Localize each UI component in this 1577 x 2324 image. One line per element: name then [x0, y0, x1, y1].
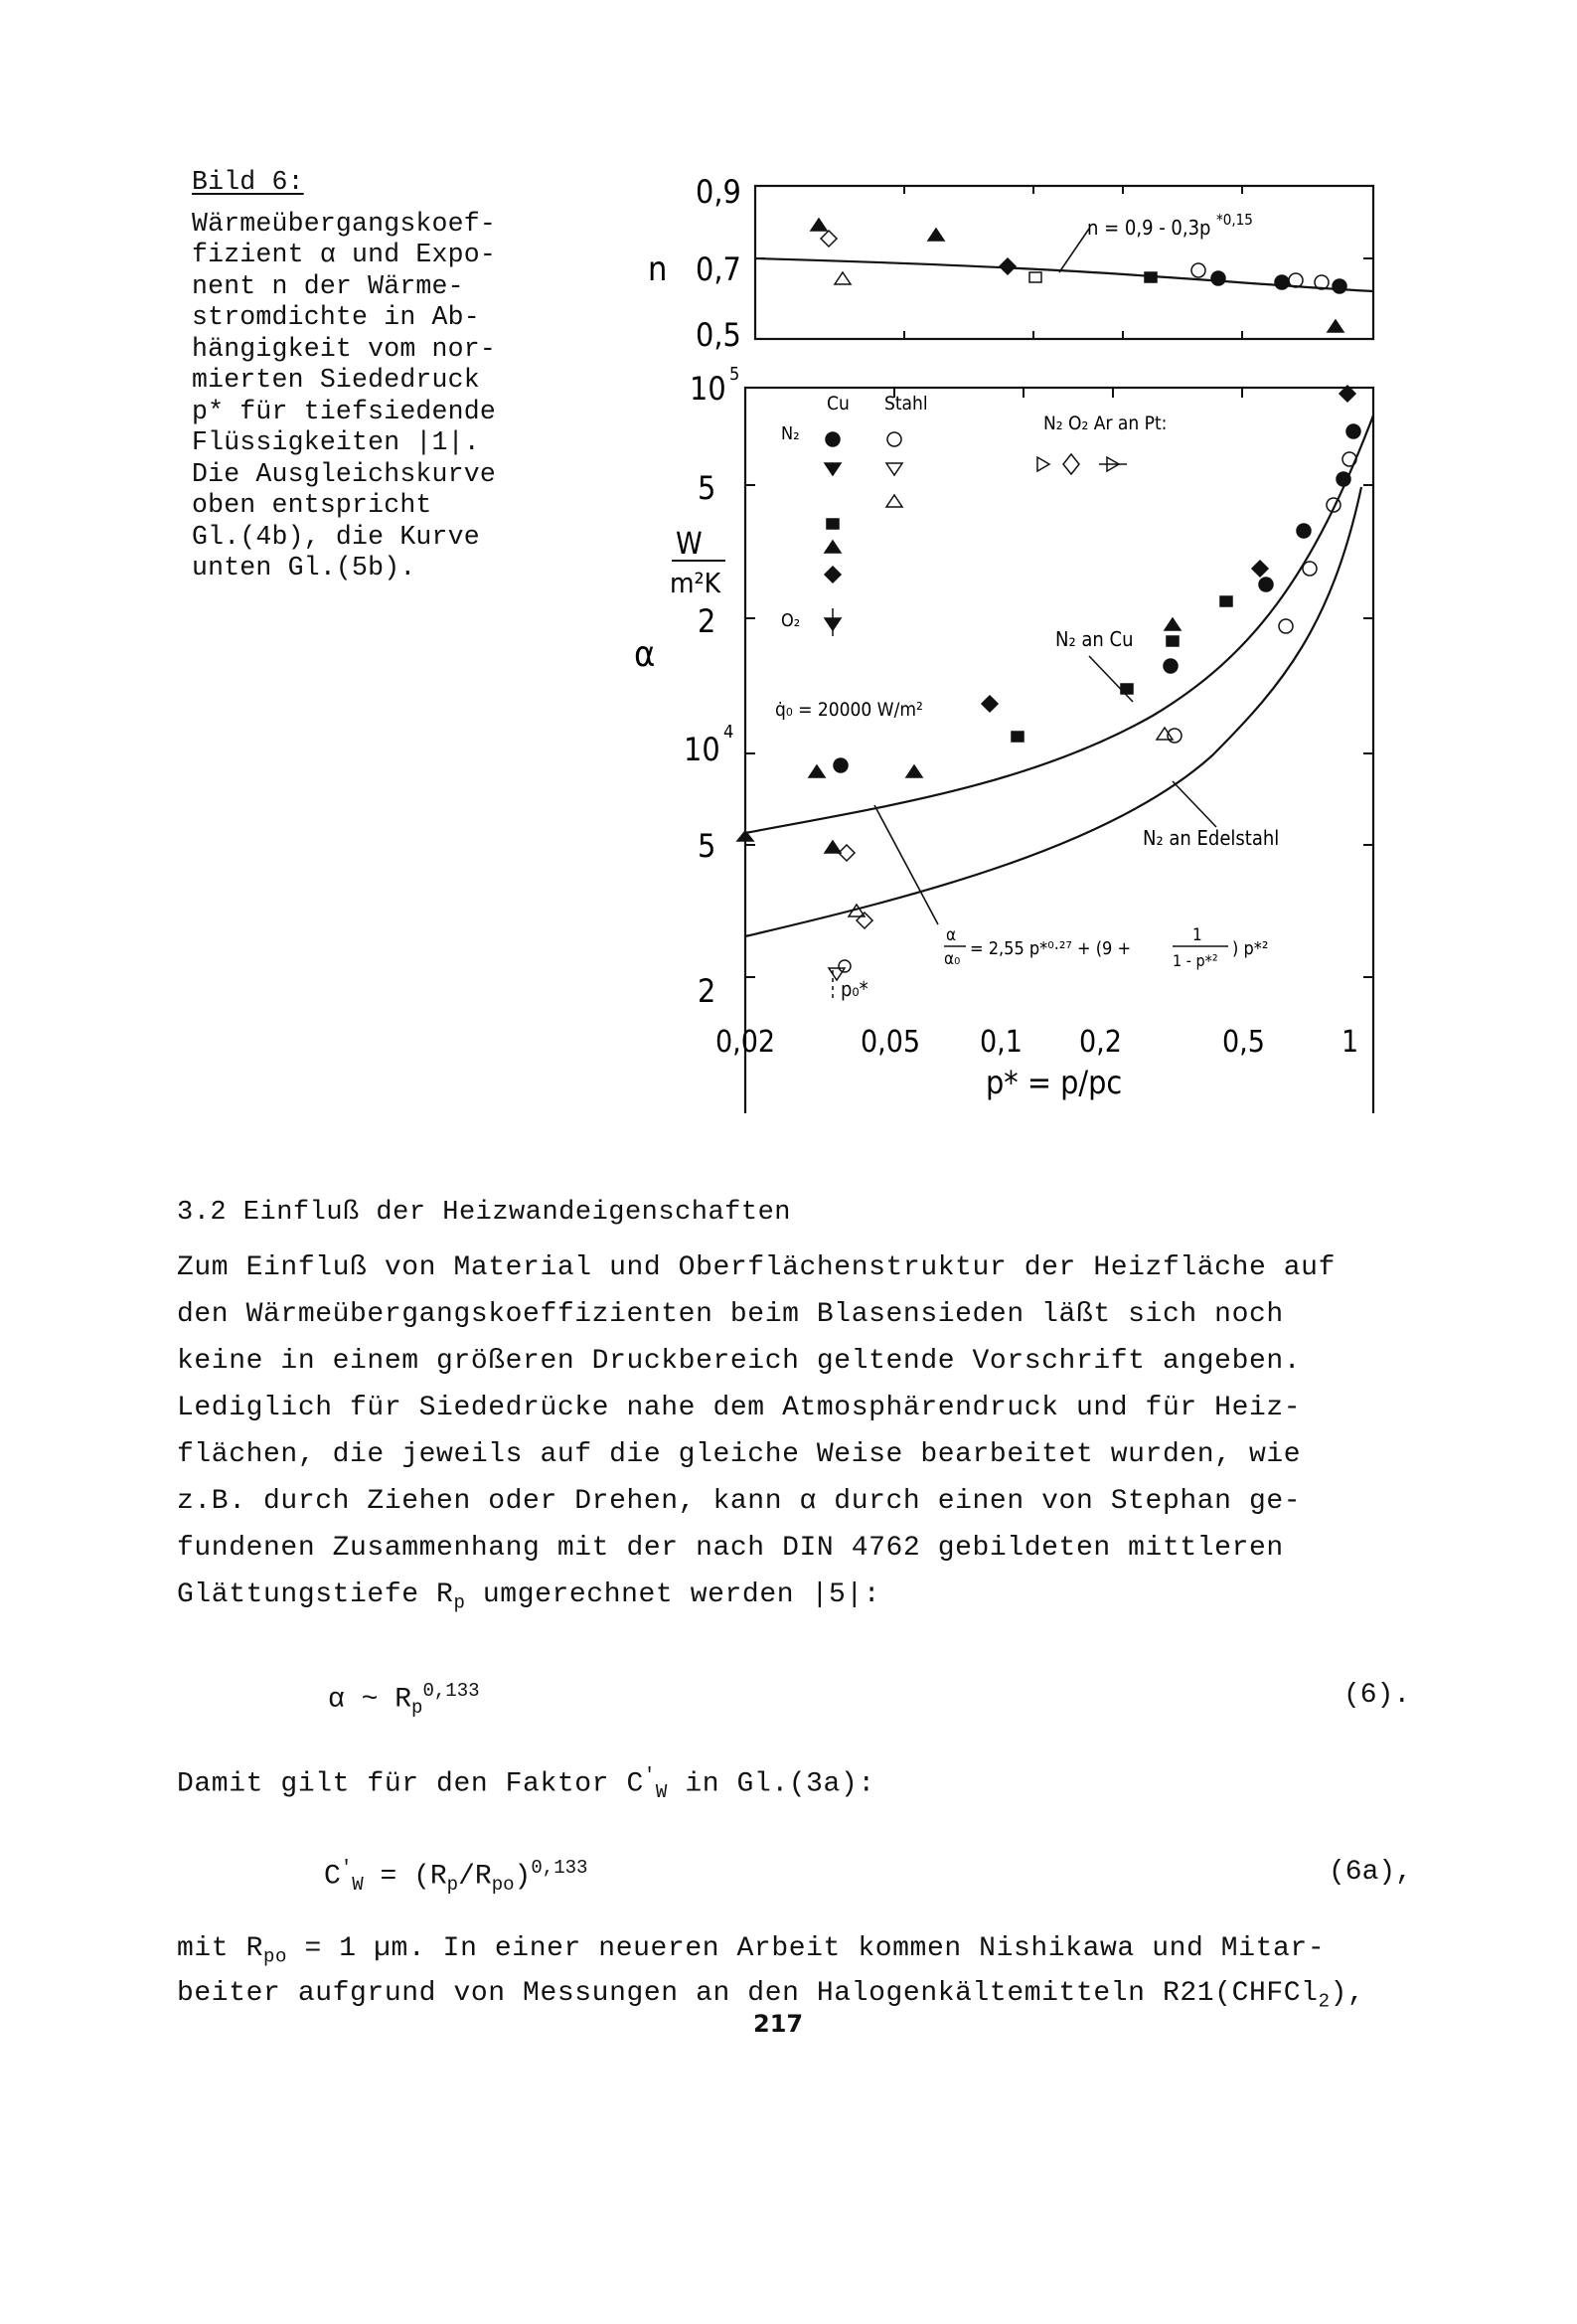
text-span: = (R	[363, 1861, 447, 1893]
subscript: p	[446, 1873, 459, 1896]
legend-o2: O₂	[781, 610, 801, 631]
caption-line: oben entspricht	[192, 490, 432, 520]
subscript: po	[263, 1945, 288, 1968]
legend-pt-header: N₂ O₂ Ar an Pt:	[1043, 413, 1168, 434]
formula-frac-den: 1 - p*²	[1173, 951, 1218, 970]
paragraph-line: fundenen Zusammenhang mit der nach DIN 4762 gebildeten mittleren	[177, 1533, 1284, 1564]
paragraph-line: den Wärmeübergangskoeffizienten beim Blasensieden läßt sich noch	[177, 1299, 1284, 1330]
upper-ylabel: n	[648, 249, 668, 289]
paragraph-line: keine in einem größeren Druckbereich geltende Vorschrift angeben.	[177, 1346, 1302, 1377]
upper-curve-label: n = 0,9 - 0,3p	[1087, 216, 1211, 240]
x-tick: 0,05	[861, 1025, 921, 1060]
superscript: '	[643, 1764, 656, 1786]
legend-stahl: Stahl	[884, 393, 928, 415]
paragraph-line: Zum Einfluß von Material und Oberflächenstruktur der Heizfläche auf	[177, 1252, 1336, 1283]
superscript: '	[340, 1857, 353, 1879]
x-tick: 0,1	[980, 1025, 1023, 1060]
caption-line: fizient α und Expo-	[192, 240, 496, 269]
formula-frac-num: 1	[1192, 925, 1202, 945]
lower-unit-den: m²K	[670, 567, 721, 599]
text-span: = 1 µm. In einer neueren Arbeit kommen Nishikawa und Mitar-	[287, 1933, 1326, 1964]
caption-line: Die Ausgleichskurve	[192, 458, 496, 489]
text-span: ),	[1330, 1978, 1365, 2009]
equation-number: (6a),	[1329, 1857, 1413, 1888]
paragraph-line: z.B. durch Ziehen oder Drehen, kann α durch einen von Stephan ge-	[177, 1486, 1302, 1517]
x-axis-label: p* = p/pc	[986, 1064, 1123, 1101]
label-p0: p₀*	[841, 977, 868, 1001]
equation-6a	[324, 1857, 587, 1896]
text-span: /R	[458, 1861, 492, 1893]
upper-tick: 0,7	[696, 250, 741, 288]
superscript: 0,133	[531, 1857, 588, 1879]
caption-line: unten Gl.(5b).	[192, 553, 416, 582]
x-tick: 1	[1341, 1025, 1359, 1060]
equation-6	[328, 1680, 480, 1719]
subscript: 2	[1318, 1990, 1331, 2013]
formula-lhs-num: α	[946, 925, 957, 945]
lower-tick-exp: 4	[723, 722, 734, 743]
text-span: Damit gilt für den Faktor C	[177, 1768, 644, 1800]
formula-tail: ) p*²	[1232, 938, 1269, 959]
equation-number: (6).	[1343, 1680, 1411, 1711]
formula-rhs: = 2,55 p*⁰·²⁷ + (9 +	[970, 938, 1132, 959]
lower-tick: 10	[690, 370, 726, 408]
paragraph-line-last	[177, 1579, 880, 1614]
subscript: p	[453, 1591, 466, 1614]
page-number: 217	[753, 2010, 804, 2038]
damit-line	[177, 1764, 875, 1803]
subscript: W	[655, 1780, 668, 1803]
text-span: Glättungstiefe R	[177, 1579, 454, 1610]
lower-tick: 5	[698, 469, 716, 507]
figure-caption	[192, 167, 569, 584]
caption-line: p* für tiefsiedende	[192, 396, 496, 426]
formula-lhs-den: α₀	[944, 949, 961, 969]
figure-plot	[596, 159, 1391, 1113]
text-span: )	[514, 1861, 532, 1893]
text-span: C	[324, 1861, 341, 1893]
paragraph-line: Lediglich für Siededrücke nahe dem Atmosphärendruck und für Heiz-	[177, 1393, 1302, 1423]
subscript: po	[491, 1873, 515, 1896]
lower-tick-exp: 5	[729, 364, 740, 385]
caption-line: Wärmeübergangskoef-	[192, 208, 496, 239]
legend-flux: q̇₀ = 20000 W/m²	[775, 699, 923, 721]
caption-line: Flüssigkeiten |1|.	[192, 427, 480, 457]
label-n2-cu: N₂ an Cu	[1055, 627, 1134, 651]
upper-tick: 0,9	[696, 173, 741, 211]
superscript: 0,133	[422, 1680, 480, 1702]
upper-tick: 0,5	[696, 316, 741, 354]
subscript: p	[411, 1696, 423, 1719]
text-span: mit R	[177, 1933, 264, 1964]
lower-tick: 10	[684, 731, 720, 768]
caption-line: mierten Siededruck	[192, 365, 480, 395]
lower-tick: 2	[698, 602, 716, 640]
legend-cu: Cu	[827, 393, 850, 415]
caption-line: Gl.(4b), die Kurve	[192, 521, 480, 552]
text-span: umgerechnet werden |5|:	[465, 1579, 881, 1610]
x-tick: 0,02	[715, 1025, 776, 1060]
subscript: W	[352, 1873, 364, 1896]
caption-line: stromdichte in Ab-	[192, 302, 480, 332]
text-span: beiter aufgrund von Messungen an den Halogenkältemitteln R21(CHFCl	[177, 1978, 1319, 2009]
caption-line: nent n der Wärme-	[192, 270, 464, 301]
lower-unit-num: W	[676, 527, 703, 562]
lower-tick: 2	[698, 972, 716, 1010]
upper-curve-exponent: *0,15	[1216, 211, 1253, 229]
caption-line: hängigkeit vom nor-	[192, 333, 496, 364]
lower-ylabel: α	[634, 634, 656, 675]
lower-tick: 5	[698, 827, 716, 865]
lower-panel-frame	[745, 388, 1373, 1113]
section-heading: 3.2 Einfluß der Heizwandeigenschaften	[177, 1198, 791, 1228]
caption-title: Bild 6:	[192, 167, 304, 197]
x-tick: 0,2	[1079, 1025, 1122, 1060]
paragraph-line: flächen, die jeweils auf die gleiche Weise bearbeitet wurden, wie	[177, 1439, 1302, 1470]
text-span: in Gl.(3a):	[667, 1768, 875, 1800]
label-n2-edelstahl: N₂ an Edelstahl	[1143, 826, 1280, 850]
eq-lhs: α ~ R	[328, 1684, 412, 1716]
beiter-line	[177, 1978, 1364, 2013]
mit-line	[177, 1933, 1325, 1968]
x-tick: 0,5	[1222, 1025, 1265, 1060]
legend-n2: N₂	[781, 423, 800, 444]
